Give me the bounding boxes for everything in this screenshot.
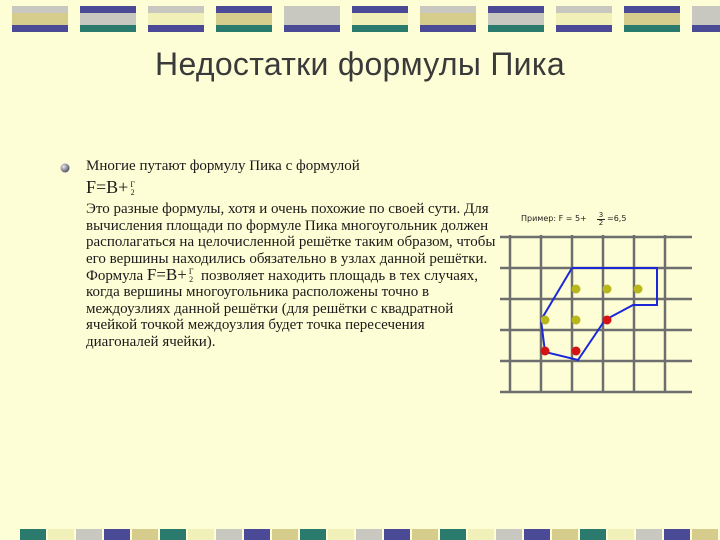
decorative-segment [216, 529, 242, 540]
slide-title: Недостатки формулы Пика [155, 46, 565, 82]
decorative-segment [328, 529, 354, 540]
decorative-segment [692, 529, 718, 540]
decorative-segment [636, 529, 662, 540]
decorative-segment [440, 529, 466, 540]
inner-lattice-point [572, 285, 581, 294]
grid-lines [500, 235, 692, 393]
formula-2 [147, 265, 194, 284]
decorative-segment [692, 25, 720, 32]
decorative-segment [524, 529, 550, 540]
boundary-lattice-point [572, 347, 581, 356]
decorative-segment [12, 13, 68, 25]
decorative-segment [352, 25, 408, 32]
formula-1-fraction [130, 181, 135, 197]
decorative-segment [48, 529, 74, 540]
decorative-segment [80, 25, 136, 32]
decorative-segment [80, 13, 136, 25]
decorative-segment [420, 25, 476, 32]
example-label: Пример: F = 5+ [521, 214, 587, 223]
decorative-segment [216, 6, 272, 13]
slide-body [86, 158, 496, 350]
decorative-segment [488, 13, 544, 25]
decorative-segment [384, 529, 410, 540]
formula-2-denominator: 2 [189, 275, 194, 284]
decorative-segment [556, 6, 612, 13]
decorative-segment [216, 25, 272, 32]
decorative-segment [352, 13, 408, 25]
polygon-outline [541, 268, 657, 360]
paragraph-part-2: позволяет находить площадь в тех случаях, когда вершины многоугольника расположены точно в междоузлиях данной решётки (для решётки с квадратной ячейкой точкой междоузлия будет точка пересечения диагоналей ячейки). [86, 267, 479, 350]
decorative-segment [420, 13, 476, 25]
decorative-segment [148, 13, 204, 25]
decorative-segment [188, 529, 214, 540]
decorative-segment [580, 529, 606, 540]
formula-2-fraction [189, 268, 194, 284]
decorative-segment [624, 25, 680, 32]
decorative-segment [692, 13, 720, 25]
decorative-segment [556, 13, 612, 25]
decorative-segment [284, 25, 340, 32]
decorative-segment [272, 529, 298, 540]
formula-1-denominator: 2 [130, 188, 135, 198]
decorative-segment [244, 529, 270, 540]
example-fraction-denominator: 2 [598, 219, 604, 227]
decorative-segment [76, 529, 102, 540]
decorative-segment [624, 6, 680, 13]
example-result: =6,5 [607, 214, 627, 223]
decorative-segment [624, 13, 680, 25]
decorative-segment [608, 529, 634, 540]
decorative-segment [468, 529, 494, 540]
decorative-segment [356, 529, 382, 540]
decorative-segment [12, 25, 68, 32]
decorative-segment [552, 529, 578, 540]
example-fraction [597, 212, 605, 227]
decorative-segment [664, 529, 690, 540]
formula-1-numerator: Г [130, 180, 135, 190]
decorative-segment [556, 25, 612, 32]
top-decorative-bar [0, 6, 720, 34]
decorative-segment [160, 529, 186, 540]
sphere-bullet-icon [60, 163, 70, 173]
example-fraction-numerator: 3 [598, 211, 604, 219]
formula-1-text: F=B+ [86, 177, 129, 198]
explanation-paragraph [86, 201, 496, 350]
decorative-segment [20, 529, 46, 540]
intro-text: Многие путают формулу Пика с формулой [86, 158, 360, 174]
decorative-segment [104, 529, 130, 540]
inner-lattice-point [572, 316, 581, 325]
formula-2-numerator: Г [188, 267, 194, 276]
decorative-segment [216, 13, 272, 25]
formula-1 [86, 178, 496, 197]
bottom-decorative-bar [0, 529, 720, 540]
decorative-segment [496, 529, 522, 540]
decorative-segment [488, 6, 544, 13]
decorative-segment [488, 25, 544, 32]
decorative-segment [412, 529, 438, 540]
decorative-segment [12, 6, 68, 13]
decorative-segment [148, 6, 204, 13]
inner-lattice-point [541, 316, 550, 325]
decorative-segment [284, 13, 340, 25]
boundary-lattice-point [603, 316, 612, 325]
inner-lattice-point [634, 285, 643, 294]
paragraph-part-1: Это разные формулы, хотя и очень похожие по своей сути. Для вычисления площади по формуле Пика многоугольник должен располагаться на целочисленной решётке таким образом, чтобы его вершины находились обязательно в узлах данной решётки. Формула [86, 201, 496, 284]
decorative-segment [284, 6, 340, 13]
decorative-segment [132, 529, 158, 540]
decorative-segment [352, 6, 408, 13]
decorative-segment [420, 6, 476, 13]
boundary-lattice-point [541, 347, 550, 356]
decorative-segment [692, 6, 720, 13]
decorative-segment [300, 529, 326, 540]
inner-lattice-point [603, 285, 612, 294]
formula-2-text: F=B+ [146, 264, 187, 284]
decorative-segment [80, 6, 136, 13]
example-grid-figure [500, 235, 696, 395]
decorative-segment [148, 25, 204, 32]
